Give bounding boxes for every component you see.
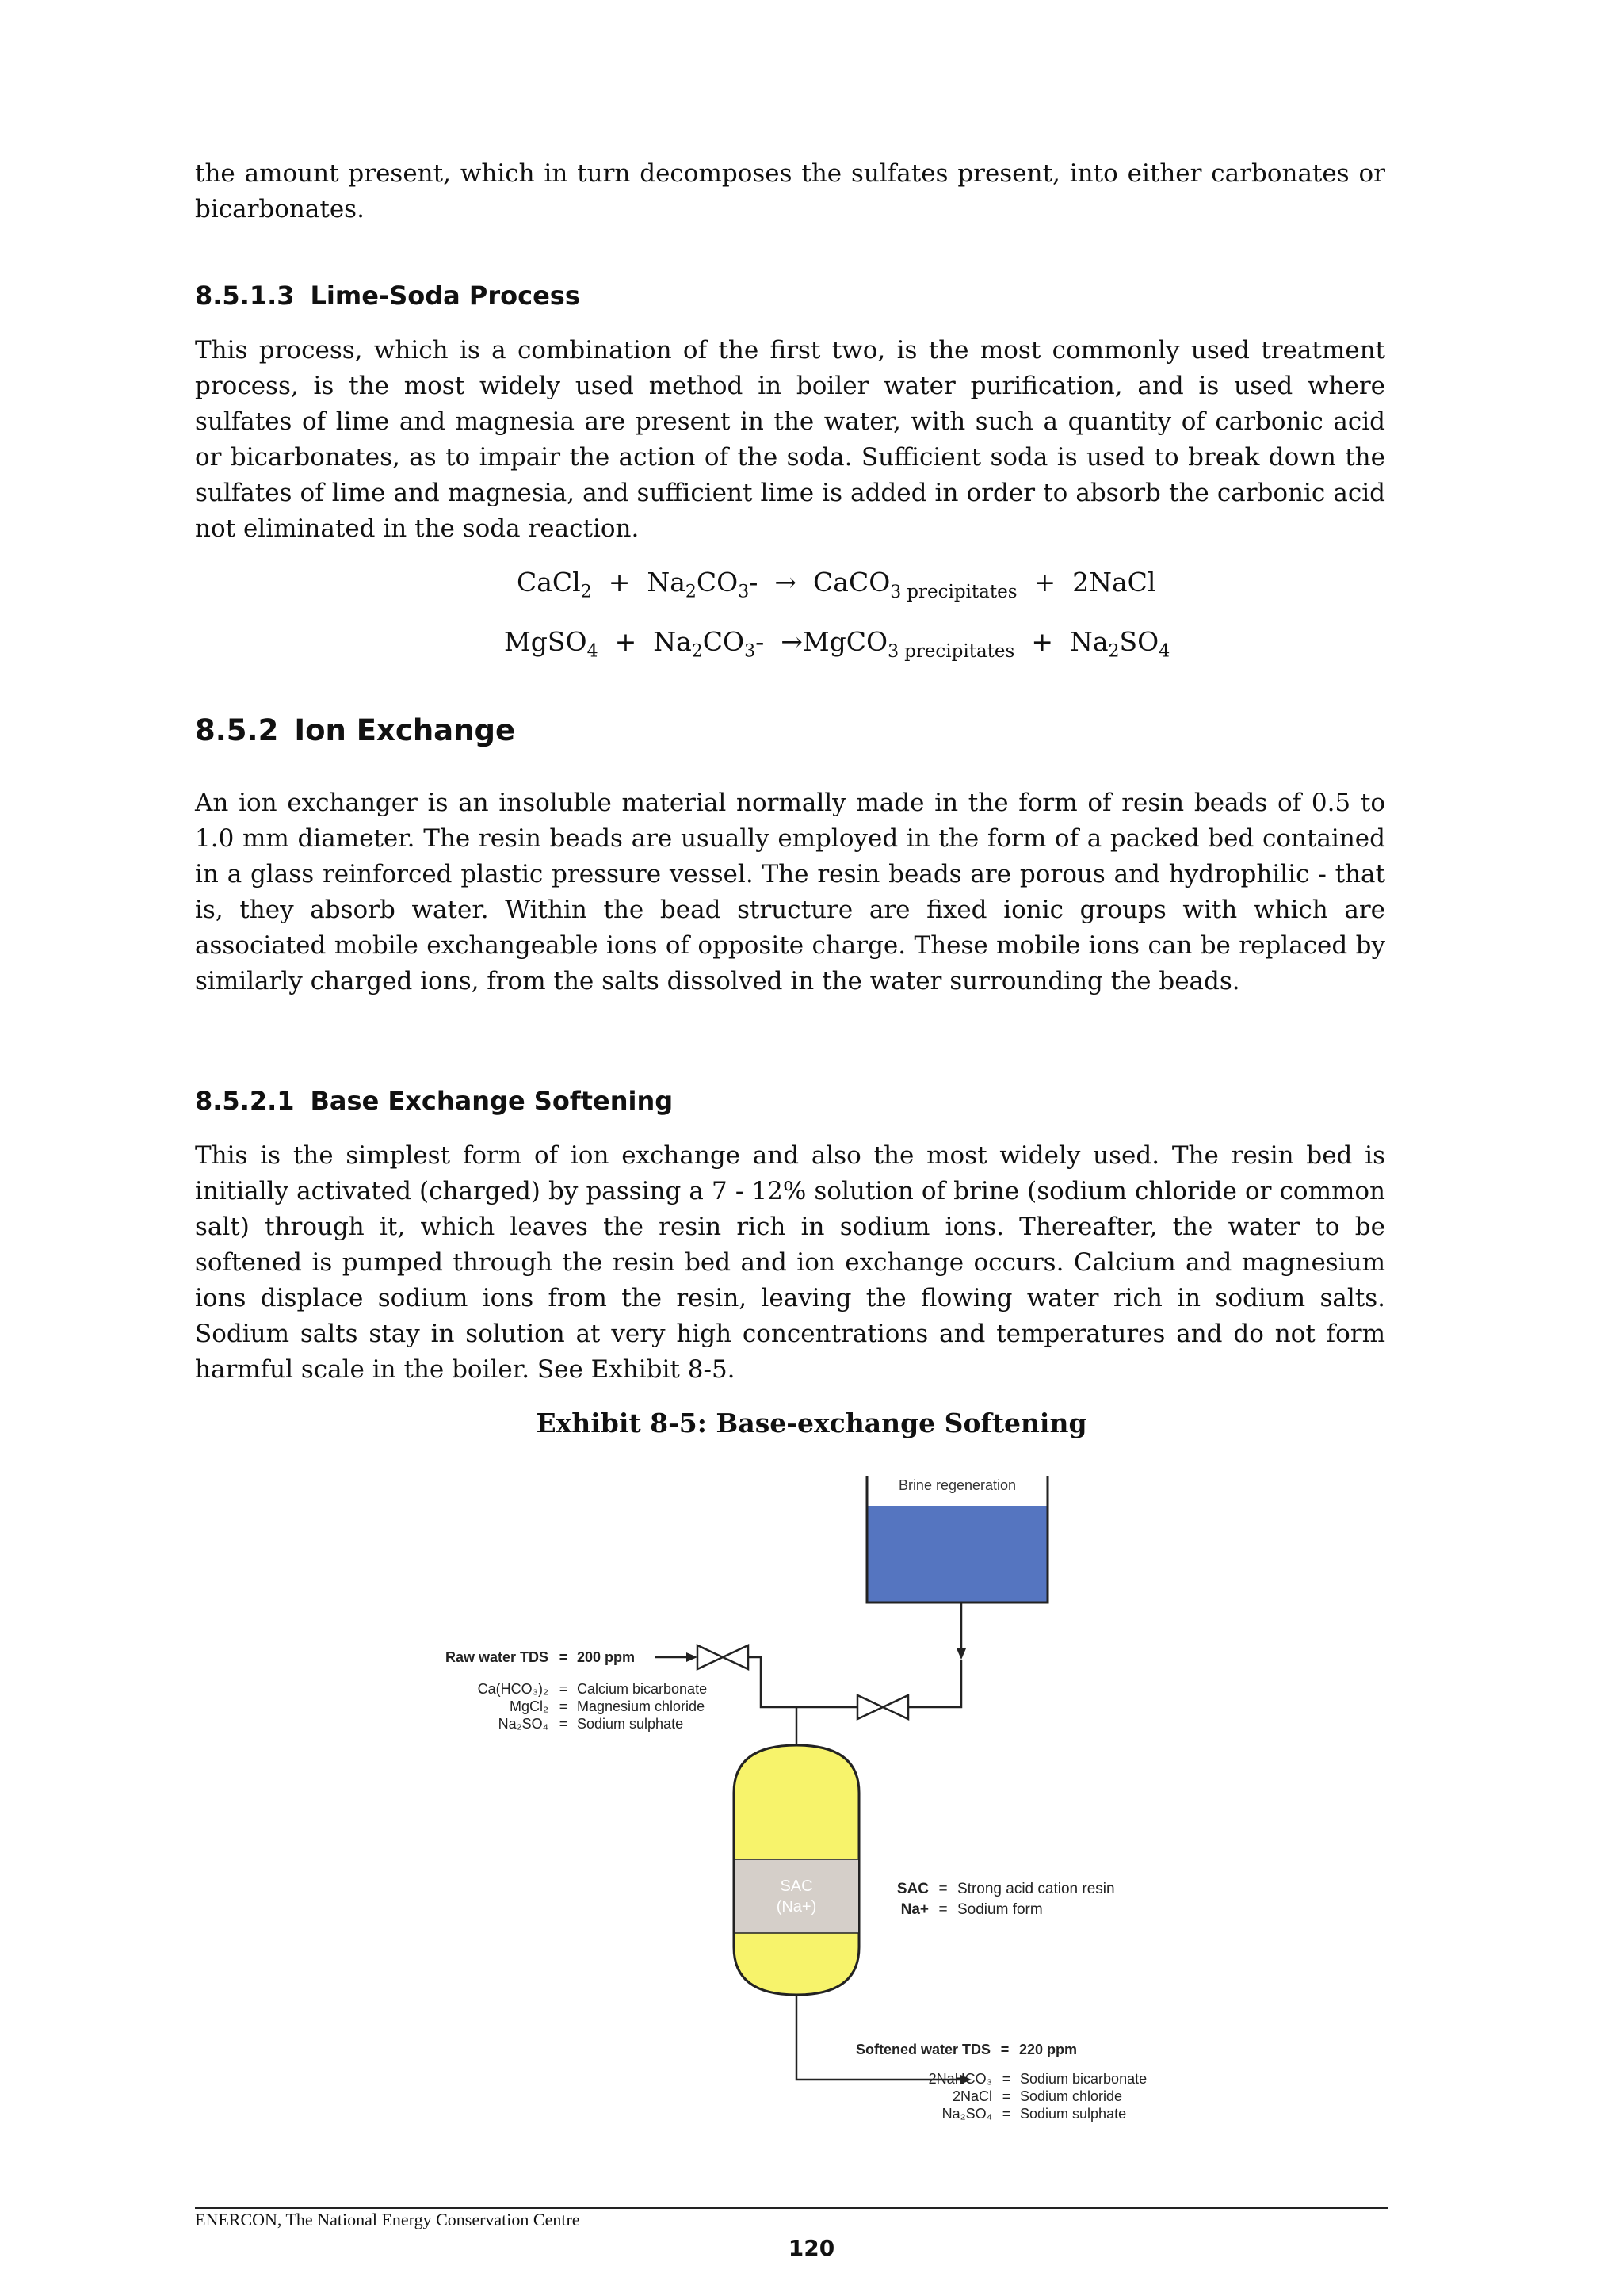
footer-divider [195,2207,1388,2209]
svg-text:=: = [1002,2106,1011,2122]
svg-text:Na₂SO₄: Na₂SO₄ [941,2106,992,2122]
resin-label-form: (Na+) [776,1898,817,1916]
svg-text:Softened water TDS: Softened water TDS [855,2042,991,2057]
heading-title: Base Exchange Softening [310,1086,674,1116]
svg-text:Ca(HCO₃)₂: Ca(HCO₃)₂ [477,1681,548,1697]
intro-paragraph: the amount present, which in turn decomposes the sulfates present, into either carbonates or bicarbonates. [195,159,1385,223]
brine-arrow [957,1648,966,1660]
svg-text:Sodium form: Sodium form [957,1901,1043,1918]
svg-text:=: = [559,1649,568,1665]
resin-legend [897,1881,1115,1918]
brine-liquid [867,1506,1048,1603]
svg-text:=: = [1002,2071,1011,2087]
softened-water-pipe [796,1995,965,2080]
vessel-inlet-pipe [796,1707,857,1745]
base-exchange-paragraph: This is the simplest form of ion exchange and also the most widely used. The resin bed is initially activated (charged) by passing a 7 - 12% solution of brine (sodium chloride or common salt) through it, which leaves the resin rich in sodium ions. Thereafter, the water to be softened is pumped through the resin bed and ion exchange occurs. Calcium and magnesium ions displace sodium ions from the resin, leaving the flowing water rich in sodium salts. Sodium salts stay in solution at very high concentrations and temperatures and do not form harmful scale in the boiler. See Exhibit 8-5. [195,1141,1385,1384]
heading-number: 8.5.2.1 [195,1086,295,1116]
svg-text:Sodium sulphate: Sodium sulphate [1020,2106,1127,2122]
heading-title: Ion Exchange [294,713,516,747]
svg-text:2NaHCO₃: 2NaHCO₃ [928,2071,992,2087]
svg-text:=: = [1000,2042,1010,2057]
footer-organization: ENERCON, The National Energy Conservation Centre [195,2210,580,2229]
resin-bed [735,1859,858,1933]
svg-text:=: = [938,1901,948,1918]
brine-regeneration-label: Brine regeneration [898,1477,1017,1493]
svg-text:=: = [559,1698,568,1714]
svg-text:2NaCl: 2NaCl [952,2088,992,2104]
ion-exchange-paragraph: An ion exchanger is an insoluble material normally made in the form of resin beads of 0.5 to 1.0 mm diameter. The resin beads are usually employed in the form of a packed bed contained in a glass reinforced plastic pressure vessel. The resin beads are porous and hydrophilic - that is, they absorb water. Within the bead structure are fixed ionic groups with which are associated mobile exchangeable ions of opposite charge. These mobile ions can be replaced by similarly charged ions, from the salts dissolved in the water surrounding the beads. [195,789,1385,995]
svg-text:Calcium bicarbonate: Calcium bicarbonate [577,1681,708,1697]
svg-text:SAC: SAC [896,1881,929,1897]
equation-magnesium-sulfate: MgSO$_4$ + $Na_2CO_3-$ →MgCO$_{3 precipitates}$ + $Na_2SO_4$ [504,626,1170,662]
svg-text:Sodium chloride: Sodium chloride [1020,2088,1123,2104]
resin-label-sac: SAC [780,1878,813,1895]
svg-text:=: = [1002,2088,1011,2104]
svg-text:Sodium sulphate: Sodium sulphate [577,1716,684,1732]
svg-text:=: = [938,1881,948,1897]
heading-title: Lime-Soda Process [310,281,580,311]
svg-text:=: = [559,1716,568,1732]
brine-valve [857,1695,883,1719]
svg-text:Strong acid cation resin: Strong acid cation resin [957,1881,1115,1897]
svg-text:220 ppm: 220 ppm [1019,2042,1078,2057]
softened-water-legend [856,2042,1147,2122]
svg-text:200 ppm: 200 ppm [577,1649,636,1665]
page-number: 120 [788,2235,835,2261]
svg-text:MgCl₂: MgCl₂ [510,1698,548,1714]
raw-water-legend [445,1649,707,1732]
raw-water-valve [697,1645,723,1669]
svg-text:Raw water TDS: Raw water TDS [445,1649,548,1665]
brine-feed-pipe [908,1660,961,1707]
heading-number: 8.5.1.3 [195,281,295,311]
svg-text:=: = [559,1681,568,1697]
svg-text:Magnesium chloride: Magnesium chloride [577,1698,705,1714]
lime-soda-paragraph: This process, which is a combination of the first two, is the most commonly used treatment process, is the most widely used method in boiler water purification, and is used where sulfates of lime and magnesia are present in the water, with such a quantity of carbonic acid or bicarbonates, as to impair the action of the soda. Sufficient soda is used to break down the sulfates of lime and magnesia, and sufficient lime is added in order to absorb the carbonic acid not eliminated in the soda reaction. [195,336,1385,543]
heading-number: 8.5.2 [195,713,279,747]
svg-text:Sodium bicarbonate: Sodium bicarbonate [1020,2071,1148,2087]
raw-water-arrow [686,1652,697,1662]
svg-text:Na₂SO₄: Na₂SO₄ [498,1716,548,1732]
svg-text:Na+: Na+ [900,1901,929,1918]
equation-calcium-chloride: CaCl$_2$ + $Na_2CO_3-$ → CaCO$_{3 precipitates}$ + 2NaCl [517,567,1156,602]
exhibit-title: Exhibit 8-5: Base-exchange Softening [536,1408,1087,1438]
